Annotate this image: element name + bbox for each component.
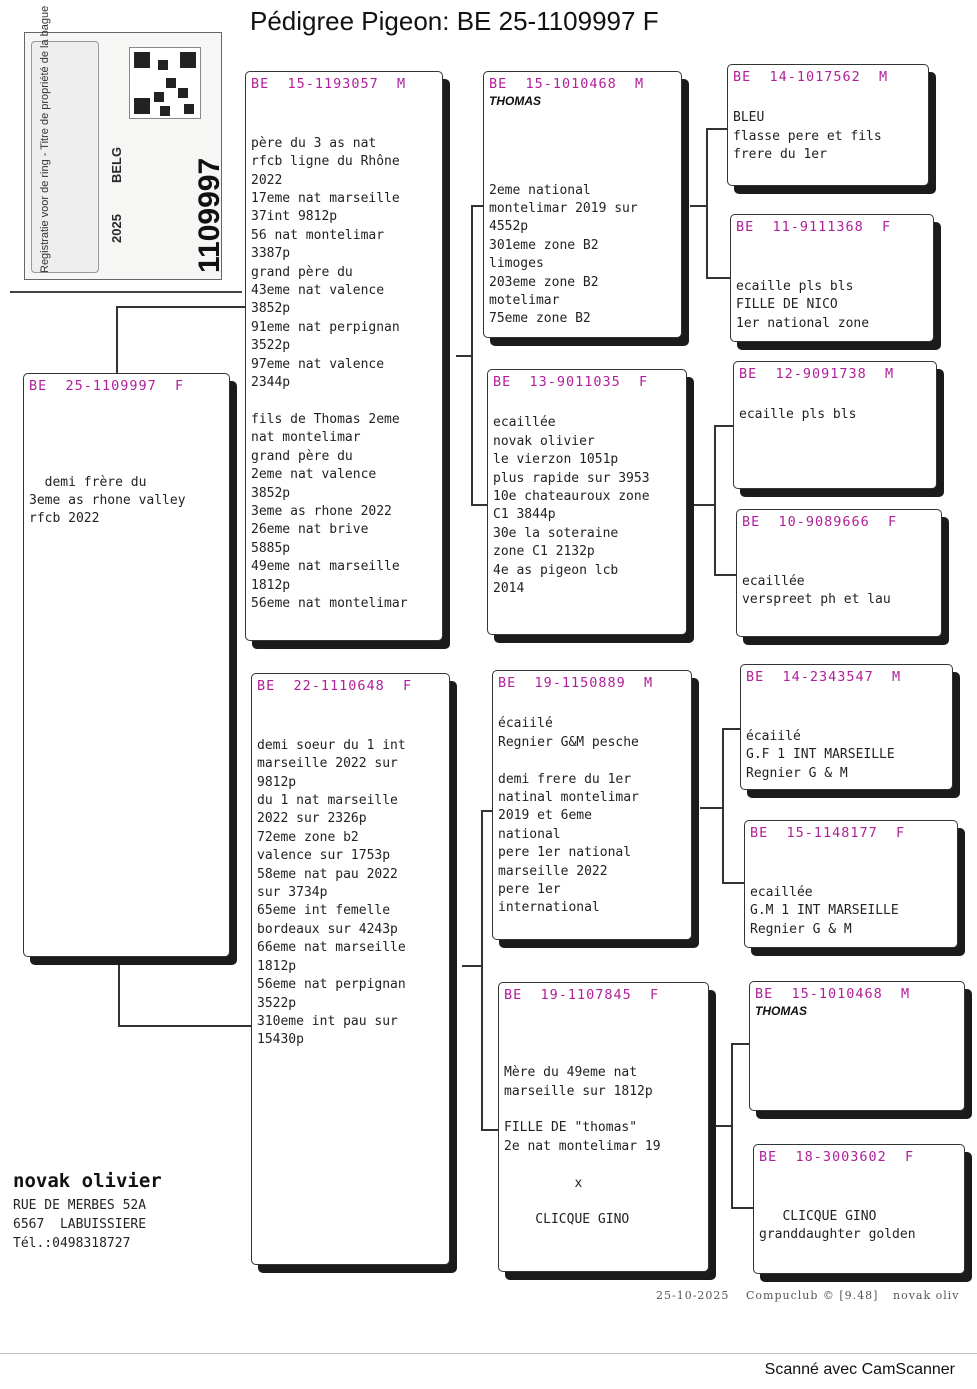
connector-line [116,306,118,374]
ring-header: BE 19-1107845 F [504,987,660,1003]
pigeon-box-subject [23,373,230,957]
page-title: Pédigree Pigeon: BE 25-1109997 F [250,6,659,36]
connector-line [118,958,120,1026]
ring-header: BE 11-9111368 F [736,219,892,235]
ring-header: BE 14-2343547 M [746,669,902,685]
ring-card [24,5,226,280]
ring-header: BE 15-1010468 M [755,986,911,1002]
connector-line [706,277,730,279]
pigeon-nickname: THOMAS [755,1004,807,1018]
ring-header: BE 25-1109997 F [29,378,185,394]
scanner-watermark: Scanné avec CamScanner [764,1361,955,1378]
pigeon-notes: demi soeur du 1 int marseille 2022 sur 9812p du 1 nat marseille 2022 sur 2326p 72eme zone b2 valence sur 1753p 58eme nat pau 2022 sur 3734p 65eme int femelle bordeaux sur 4243p 66eme nat marseille 1812p 56eme nat perpignan 3522p 310eme int pau sur 15430p [257,737,406,1048]
connector-line [456,355,472,357]
owner-block [13,1170,162,1253]
ring-card-year: 2025 [109,214,124,243]
pigeon-notes: ecaillée verspreet ph et lau [742,573,891,608]
connector-line [716,1125,732,1127]
connector-line [118,1025,252,1027]
connector-line [481,1129,499,1131]
connector-line [694,504,715,506]
connector-line [462,965,482,967]
connector-line [722,728,724,883]
pigeon-notes: CLICQUE GINO granddaughter golden [759,1208,916,1243]
owner-city: 6567 LABUISSIERE [13,1217,147,1232]
pigeon-nickname: THOMAS [489,94,541,108]
owner-phone: Tél.:0498318727 [13,1236,131,1251]
pigeon-box-dam-dam [498,982,709,1272]
footer-software: Compuclub © [9.48] [746,1289,879,1302]
pigeon-notes: ecaille pls bls FILLE DE NICO 1er national zone [736,278,870,331]
connector-line [731,1043,751,1045]
pigeon-box-dam [251,673,450,1265]
ring-header: BE 12-9091738 M [739,366,895,382]
connector-line [116,306,246,308]
pigeon-notes: ecaille pls bls [739,407,857,423]
ring-header: BE 10-9089666 F [742,514,898,530]
pigeon-box-sire-dam [487,369,687,635]
pigeon-box-dds [749,981,965,1111]
ring-card-country: BELG [109,146,124,183]
pigeon-notes: Mère du 49eme nat marseille sur 1812p FILLE DE "thomas" 2e nat montelimar 19 x CLICQUE GINO [504,1065,661,1228]
ring-card-number: 1109997 [193,157,226,273]
connector-line [714,574,738,576]
connector-line [722,882,746,884]
pigeon-box-ddd [753,1144,965,1274]
ring-header: BE 22-1110648 F [257,678,413,694]
ring-header: BE 19-1150889 M [498,675,654,691]
footer-date: 25-10-2025 [656,1289,730,1302]
pigeon-box-sire-sire [483,71,682,338]
ring-header: BE 14-1017562 M [733,69,889,85]
connector-line [731,1207,755,1209]
pigeon-box-sdd [736,509,942,637]
connector-line [722,728,742,730]
pigeon-box-dam-sire [492,670,692,940]
divider [10,291,242,293]
pigeon-box-dss [740,664,953,790]
connector-line [690,205,707,207]
pigeon-notes: écaiilé Regnier G&M pesche demi frere du 1er natinal montelimar 2019 et 6eme national pere 1er national marseille 2022 pere 1er international [498,716,639,916]
ring-header: BE 15-1010468 M [489,76,645,92]
pigeon-notes: BLEU flasse pere et fils frere du 1er [733,110,882,163]
connector-line [706,128,728,130]
owner-street: RUE DE MERBES 52A [13,1198,147,1213]
pigeon-box-dsd [744,820,958,948]
connector-line [481,810,483,1130]
ring-header: BE 15-1148177 F [750,825,906,841]
pigeon-box-sds [733,361,937,489]
owner-name: novak olivier [13,1170,162,1192]
pigeon-box-sss [727,64,929,186]
pigeon-box-ssd [730,214,934,342]
connector-line [700,807,723,809]
scan-divider [0,1353,977,1354]
ring-header: BE 13-9011035 F [493,374,649,390]
connector-line [714,425,716,575]
pigeon-notes: père du 3 as nat rfcb ligne du Rhône 2022 17eme nat marseille 37int 9812p 56 nat montelimar 3387p grand père du 43eme nat valence 3852p 91eme nat perpignan 3522p 97eme nat valence 2344p fils de Thomas 2eme nat montelimar grand père du 2eme nat valence 3852p 3eme as rhone 2022 26eme nat brive 5885p 49eme nat marseille 1812p 56eme nat montelimar [251,135,408,611]
pigeon-notes: ecaillée G.M 1 INT MARSEILLE Regnier G & M [750,884,899,937]
ring-card-side-text: Registratie voor de ring - Titre de propriété de la bague [39,5,51,273]
pigeon-notes: 2eme national montelimar 2019 sur 4552p 301eme zone B2 limoges 203eme zone B2 motelimar 75eme zone B2 [489,182,638,327]
ring-header: BE 15-1193057 M [251,76,407,92]
ring-header: BE 18-3003602 F [759,1149,915,1165]
connector-line [706,128,708,278]
footer-owner: novak oliv [893,1289,960,1302]
pigeon-notes: ecaillée novak olivier le vierzon 1051p plus rapide sur 3953 10e chateauroux zone C1 3844p 30e la soteraine zone C1 2132p 4e as pigeon lcb 2014 [493,415,650,597]
pigeon-box-sire [245,71,443,641]
pigeon-notes: demi frère du 3eme as rhone valley rfcb 2022 [29,474,186,527]
pigeon-notes: écaiilé G.F 1 INT MARSEILLE Regnier G & M [746,728,895,781]
qr-code-icon [129,47,201,119]
